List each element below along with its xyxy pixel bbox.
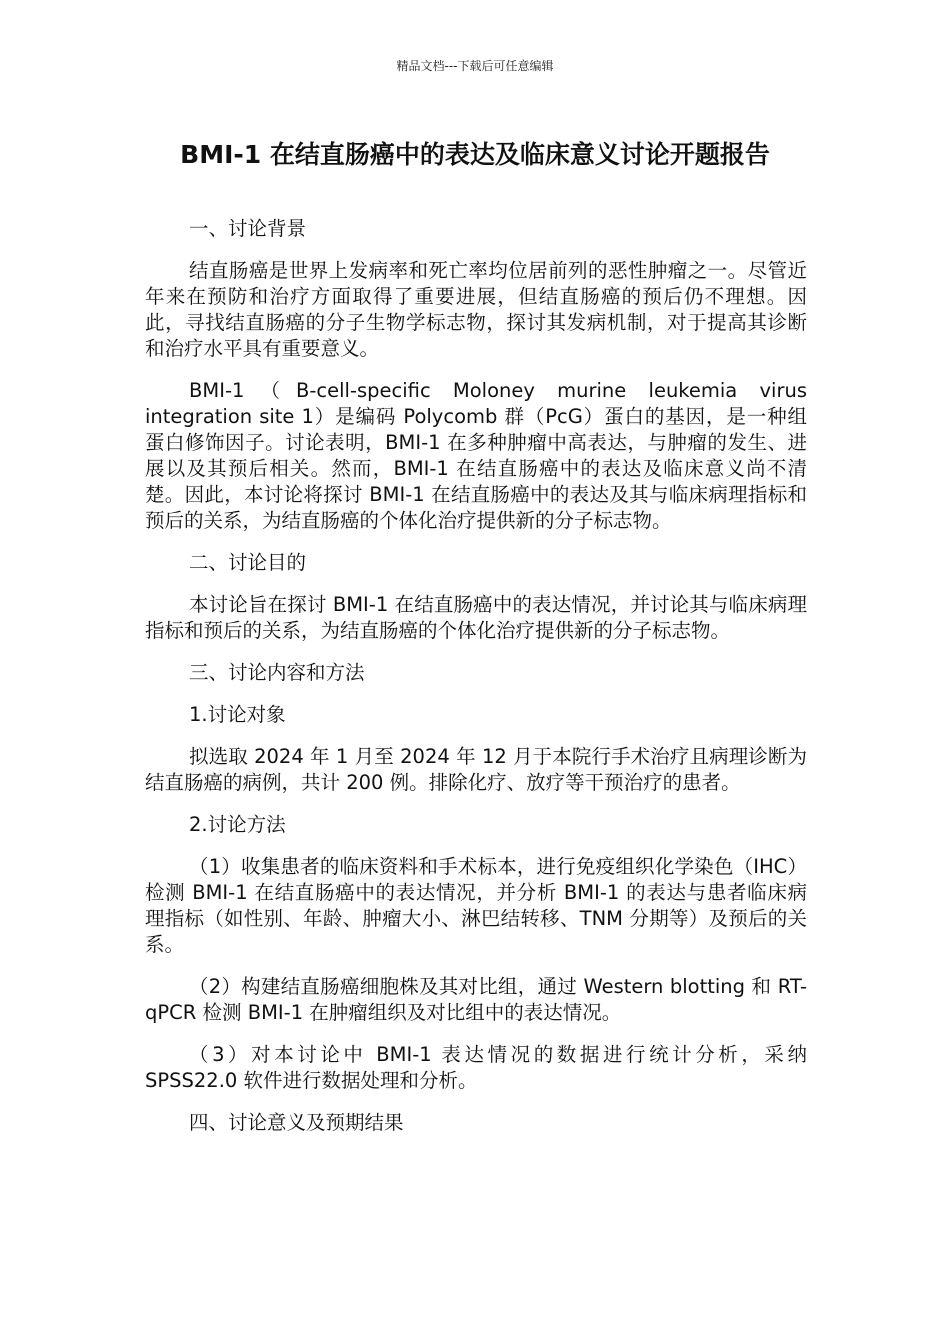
paragraph-method-2: （2）构建结直肠癌细胞株及其对比组，通过 Western blotting 和 RT-qPCR 检测 BMI-1 在肿瘤组织及对比组中的表达情况。 (145, 975, 807, 1024)
paragraph-method-1: （1）收集患者的临床资料和手术标本，进行免疫组织化学染色（IHC）检测 BMI-1 在结直肠癌中的表达情况，并分析 BMI-1 的表达与患者临床病理指标（如性别、年龄、肿瘤大小、淋巴结转移、TNM 分期等）及预后的关系。 (145, 855, 807, 956)
paragraph-method-3: （3）对本讨论中 BMI-1 表达情况的数据进行统计分析，采纳 SPSS22.0 软件进行数据处理和分析。 (145, 1043, 807, 1092)
section-heading-significance: 四、讨论意义及预期结果 (189, 1111, 404, 1134)
paragraph-background-2: BMI-1（B-cell-specific Moloney murine leukemia virus integration site 1）是编码 Polycomb 群（PcG）蛋白的基因，是一种组蛋白修饰因子。讨论表明，BMI-1 在多种肿瘤中高表达，与肿瘤的发生、进展以及其预后相关。然而，BMI-1 在结直肠癌中的表达及临床意义尚不清楚。因此，本讨论将探讨 BMI-1 在结直肠癌中的表达及其与临床病理指标和预后的关系，为结直肠癌的个体化治疗提供新的分子标志物。 (145, 379, 807, 532)
paragraph-purpose: 本讨论旨在探讨 BMI-1 在结直肠癌中的表达情况，并讨论其与临床病理指标和预后的关系，为结直肠癌的个体化治疗提供新的分子标志物。 (145, 593, 807, 642)
section-heading-content-methods: 三、讨论内容和方法 (189, 661, 365, 684)
subsection-heading-subjects: 1.讨论对象 (189, 703, 286, 726)
header-note: 精品文档---下载后可任意编辑 (396, 59, 554, 73)
section-heading-background: 一、讨论背景 (189, 217, 307, 240)
document-title: BMI-1 在结直肠癌中的表达及临床意义讨论开题报告 (180, 140, 770, 169)
section-heading-purpose: 二、讨论目的 (189, 551, 307, 574)
paragraph-subjects: 拟选取 2024 年 1 月至 2024 年 12 月于本院行手术治疗且病理诊断为结直肠癌的病例，共计 200 例。排除化疗、放疗等干预治疗的患者。 (145, 745, 807, 794)
subsection-heading-methods: 2.讨论方法 (189, 813, 286, 836)
paragraph-background-1: 结直肠癌是世界上发病率和死亡率均位居前列的恶性肿瘤之一。尽管近年来在预防和治疗方面取得了重要进展，但结直肠癌的预后仍不理想。因此，寻找结直肠癌的分子生物学标志物，探讨其发病机制，对于提高其诊断和治疗水平具有重要意义。 (145, 259, 807, 360)
document-body (145, 216, 807, 1152)
